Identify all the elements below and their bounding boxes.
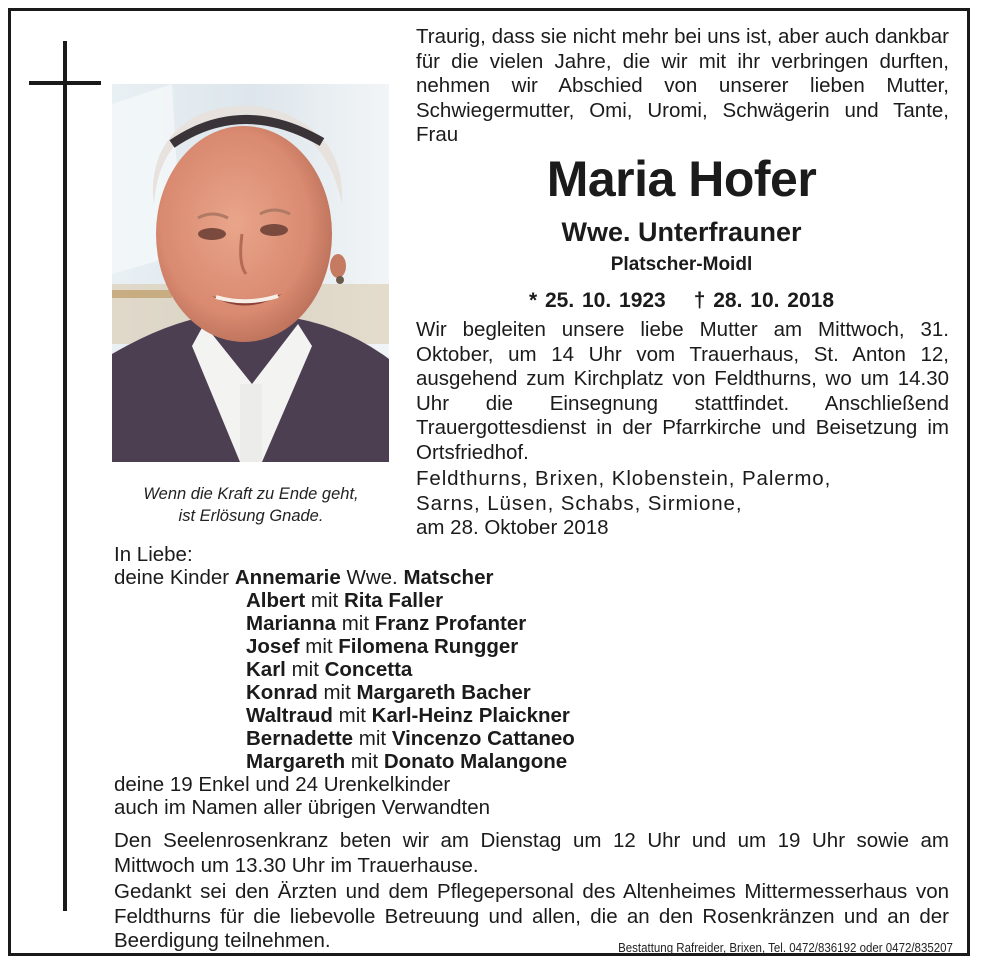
child-partner: Margareth Bacher xyxy=(356,681,531,704)
child-name: Marianna xyxy=(246,612,336,635)
child-connector: mit xyxy=(317,681,357,704)
child-partner: Karl-Heinz Plaickner xyxy=(371,704,570,727)
child-connector: mit xyxy=(336,612,375,635)
portrait-photo xyxy=(112,84,389,462)
place-list xyxy=(416,467,949,541)
grandchildren-line: deine 19 Enkel und 24 Urenkelkinder xyxy=(114,773,451,796)
child-name: Josef xyxy=(246,635,300,658)
place-line: Feldthurns, Brixen, Klobenstein, Palermo, xyxy=(416,467,832,490)
child-row xyxy=(114,704,954,727)
death-date: † 28. 10. 2018 xyxy=(693,289,835,312)
cross-icon xyxy=(63,41,67,911)
child-partner: Filomena Rungger xyxy=(338,635,519,658)
intro-text: Traurig, dass sie nicht mehr bei uns ist, aber auch dankbar für die vielen Jahre, die wir mit ihr verbringen durften, nehmen wir Abschied von unserer lieben Mutter, Schwiegermutter, Omi, Uromi, Schwägerin und Tante, Frau xyxy=(416,25,949,146)
survivors-list xyxy=(114,543,954,819)
child-partner: Franz Profanter xyxy=(374,612,527,635)
child-row xyxy=(114,750,954,773)
child-partner: Rita Faller xyxy=(343,589,444,612)
children-prefix: deine Kinder xyxy=(114,566,235,589)
child-connector: mit xyxy=(285,658,325,681)
child-name: Karl xyxy=(246,658,286,681)
child-connector: mit xyxy=(299,635,339,658)
caption-line: ist Erlösung Gnade. xyxy=(178,507,324,525)
notice-date: am 28. Oktober 2018 xyxy=(416,516,609,539)
child-row xyxy=(114,612,954,635)
deceased-nickname: Platscher-Moidl xyxy=(610,254,753,275)
birth-date: * 25. 10. 1923 xyxy=(528,289,666,312)
child-partner: Matscher xyxy=(403,566,494,589)
caption-line: Wenn die Kraft zu Ende geht, xyxy=(143,485,359,503)
rosary-text: Den Seelenrosenkranz beten wir am Dienstag um 12 Uhr und um 19 Uhr sowie am Mittwoch um 13.30 Uhr im Trauerhause. xyxy=(114,829,949,877)
obituary-notice xyxy=(8,8,970,956)
child-row xyxy=(114,589,954,612)
child-row xyxy=(114,566,954,589)
child-row xyxy=(114,635,954,658)
child-partner: Vincenzo Cattaneo xyxy=(391,727,575,750)
child-row xyxy=(114,681,954,704)
child-name: Waltraud xyxy=(246,704,333,727)
child-name: Bernadette xyxy=(246,727,354,750)
child-connector: mit xyxy=(345,750,384,773)
child-row xyxy=(114,658,954,681)
child-connector: Wwe. xyxy=(340,566,404,589)
child-connector: mit xyxy=(305,589,344,612)
survivors-heading: In Liebe: xyxy=(114,543,193,566)
place-line: Sarns, Lüsen, Schabs, Sirmione, xyxy=(416,491,743,515)
child-name: Konrad xyxy=(246,681,318,704)
child-connector: mit xyxy=(332,704,372,727)
child-name: Margareth xyxy=(246,750,346,773)
child-row xyxy=(114,727,954,750)
ceremony-text: Wir begleiten unsere liebe Mutter am Mittwoch, 31. Oktober, um 14 Uhr vom Trauerhaus, St. Anton 12, ausgehend zum Kirchplatz von Feldthurns, wo um 14.30 Uhr die Einsegnung stattfindet. Anschließend Trauergottesdienst in der Pfarrkirche und Beisetzung im Ortsfriedhof. xyxy=(416,318,949,464)
child-name: Annemarie xyxy=(234,566,341,589)
child-name: Albert xyxy=(246,589,306,612)
child-partner: Concetta xyxy=(324,658,413,681)
deceased-name: Maria Hofer xyxy=(546,151,817,207)
funeral-home-info: Bestattung Rafreider, Brixen, Tel. 0472/836192 oder 0472/835207 xyxy=(618,941,953,955)
child-connector: mit xyxy=(353,727,392,750)
life-dates xyxy=(409,288,954,314)
cross-icon-bar xyxy=(29,81,101,85)
photo-caption xyxy=(106,483,396,527)
child-partner: Donato Malangone xyxy=(383,750,568,773)
deceased-maiden-line: Wwe. Unterfrauner xyxy=(561,217,802,247)
relatives-line: auch im Namen aller übrigen Verwandten xyxy=(114,796,491,819)
thanks-text: Gedankt sei den Ärzten und dem Pflegepersonal des Altenheimes Mittermesserhaus von Feldthurns für die liebevolle Betreuung und allen, die an den Rosenkränzen und an der Beerdigung teilnehmen. xyxy=(114,880,949,952)
